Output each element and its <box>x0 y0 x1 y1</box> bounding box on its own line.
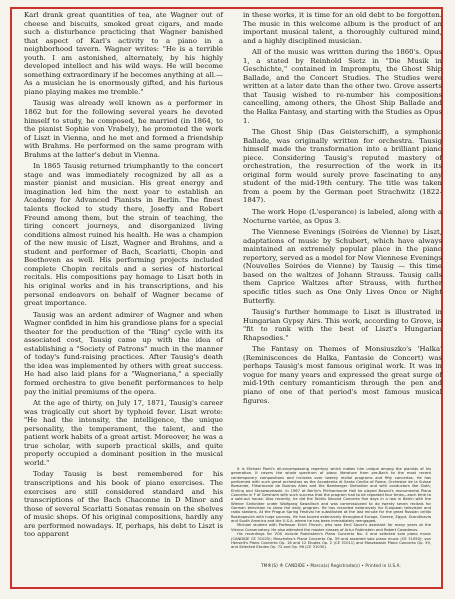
left-text-column <box>24 11 223 539</box>
paragraph: The work Hope (L'esperance) is labeled, along with a Nocturne variée, as Opus 3. <box>243 208 442 225</box>
paragraph: At the age of thirty, on July 17, 1871, Tausig's career was tragically cut short by typhoid fever. Liszt wrote: "He had the intensity, the intelligence, the unique personality, the temperament, the talent, and the patient work habits of a great artist. Moreover, he was a true scholar, with superb practical skills, and quite properly occupied a dominant position in the musical world." <box>24 399 223 467</box>
biography-paragraph: Michael studied with Professor Erich Flinsch, who was Emil Sauer's assistant for many years at the Vienna Conservatory. He also attended the master classes of Artur Rubinstein and Robert Casadesus. <box>231 523 431 532</box>
trademark-line: TM®(S) ® CANDIDE • Marca(s) Registrada(s) • Printed in U.S.A. <box>261 563 401 568</box>
paragraph: In 1865 Tausig returned triumphantly to the concert stage and was immediately recognized by all as a master pianist and musician. His great energy and imagination led him the next year to establish an Academy for Advanced Pianists in Berlin. The finest talents flocked to study there, Joseffy and Robert Freund among them, but the strain of teaching, the tiring concert journeys, and disorganized living conditions almost ruined his health. He was a champion of the new music of Liszt, Wagner and Brahms, and a student and performer of Bach, Scarlatti, Chopin and Beethoven as well. His performing projects included complete Chopin recitals and a series of historical recitals. His compositions pay homage to Liszt both in his original works and in his transcriptions, and his personal endeavors on behalf of Wagner became of great importance. <box>24 162 223 308</box>
biography-paragraph: His recordings for VOX include Rubinstein's Piano Concerto No. 4 and selected solo piano music (CANDIDE CE 31025); Moscheles's Piano Concerto Op. 59 and assorted solo piano music (CE 31050); von Henselt's Piano Concerto Op. 16 and 12 Etudes Op. 2 (CE 31011) and Moszkowski Piano Concerto Op. 59, and Selected Etudes Op. 72 and Op. 96 (CE 31030). <box>231 532 431 550</box>
paragraph: Karl drank great quantities of tea, ate Wagner out of cheese and biscuits, smoked great cigars, and made such a disturbance practicing that Wagner banished that aspect of Karl's activity to a piano in a neighborhood tavern. Wagner writes: "He is a terrible youth. I am astonished, alternately, by his highly developed intellect and his wild ways. He will become something extraordinary if he becomes anything at all.—As a musician he is enormously gifted, and his furious piano playing makes me tremble." <box>24 11 223 96</box>
paragraph: Tausig was an ardent admirer of Wagner and when Wagner confided in him his grandiose plans for a special theater for the production of the "Ring" cycle with its associated cost, Tausig came up with the idea of establishing a "Society of Patrons" much in the manner of today's fund-raising practices. After Tausig's death the idea was implemented by others with great success. He had also laid plans for a "Wagneriana," a specially formed orchestra to give benefit performances to help pay the initial premiums of the opera. <box>24 310 223 396</box>
right-text-column <box>243 11 442 405</box>
paragraph: Tausig's further hommage to Liszt is illustrated in Hungarian Gypsy Airs. This work, according to Grove, is "fit to rank with the best of Liszt's Hungarian Rhapsodies." <box>243 308 442 342</box>
paragraph: The Viennese Evenings (Soirées de Vienne) by Liszt, adaptations of music by Schubert, which have always maintained an extremely popular place in the piano repertory, served as a model for New Viennese Evenings (Nouvelles Soirées de Vienne) by Tausig — this time based on the waltzes of Johann Strauss. Tausig calls them Caprice Waltzes after Strauss, with further specific titles such as One Only Lives Once or Night Butterfly. <box>243 228 442 305</box>
paragraph: The Fantasy on Themes of Monsiuszko's 'Halka' (Reminiscences de Halka, Fantasie de Concert) was perhaps Tausig's most famous original work. It was in vogue for many years and expressed the great surge of mid-19th century romanticism through the pen and piano of one of that period's most famous musical figures. <box>243 345 442 405</box>
performer-biography <box>231 467 431 550</box>
paragraph: All of the music was written during the 1860's. Opus 1, a stated by Reinhold Sietz in "Die Musik in Geschichte," contained in Impromptu, the Ghost Ship Ballade, and the Concert Studies. The Studies were written at a later date than the other two. Grove asserts that Tausig wished to re-number his compositions cancelling, among others, the Ghost Ship Ballade and the Halka Fantasy, and starting with the Studies as Opus 1. <box>243 48 442 125</box>
biography-paragraph: It is Michael Ponti's all-encompassing repertory which makes him unique among the pianists of his generation. It covers the whole spectrum of piano literature from pre-Bach to the most recent contemporary compositions and includes over twenty recital programs and fifty concertos. He has performed with such great orchestras as the Accademia di Santa Cecilia of Rome, Orchestre de la Suisse Romande, Filharmonie de Buenos Aires and the Bamberger Sinfoniker and with conductors like Sixth, Ehrling and Skrowaczewski. In 1967 at Berlin's Philharmonie Hall he played Busoni's monumental Piano Concerto in F of Gershwin with such success that the program had to be repeated four times—each time to a sold-out house. Also recently, he did the Tairkis Second Concerto five days in a row in Berlin with the Wiener Sinfoniker under Wolfgang Sawallisch and was commissioned to do twenty seven recitals for German television to show the daily program. He has recorded extensively for European television and radio stations. At the Prague Spring Festival he substituted at the last minute for the great Russian cellist Rostropovich with huge success. He has toured extensively throughout Europe, Greece, Egypt, Scandinavia and South America and the U.S.A. where he has been immediately reengaged. <box>231 467 431 524</box>
paragraph: Today Tausig is best remembered for his transcriptions and his book of piano exercises. The exercises are still considered standard and his transcriptions of the Bach Chaconne in D Minor and those of several Scarlatti Sonatas remain on the shelves of music shops. Of his original compositions, hardly any are performed nowadays. If, perhaps, his debt to Liszt is too apparent <box>24 470 223 539</box>
paragraph: in these works, it is time for an old debt to be forgotten. The music in this welcome album is the product of an important musical talent, a thoroughly cultured mind, and a highly disciplined musician. <box>243 11 442 45</box>
paragraph: The Ghost Ship (Das Geisterschiff), a symphonic Ballade, was originally written for orchestra. Tausig himself made the transformation into a brilliant piano piece. Considering Tausig's reputed mastery of orchestration, the resurrection of the work in its original form would surely prove fascinating to any student of the mid-19th century. The title was taken from a poem by the German poet Strachwitz (1822-1847). <box>243 128 442 205</box>
paragraph: Tausig was already well known as a performer in 1862 but for the following several years he devoted himself to study, he composed, he married (in 1864, to the pianist Sophie von Vrabely), he promoted the work of Liszt in Vienna, and he met and formed a friendship with Brahms. He performed on the same program with Brahms at the latter's debut in Vienna. <box>24 99 223 159</box>
